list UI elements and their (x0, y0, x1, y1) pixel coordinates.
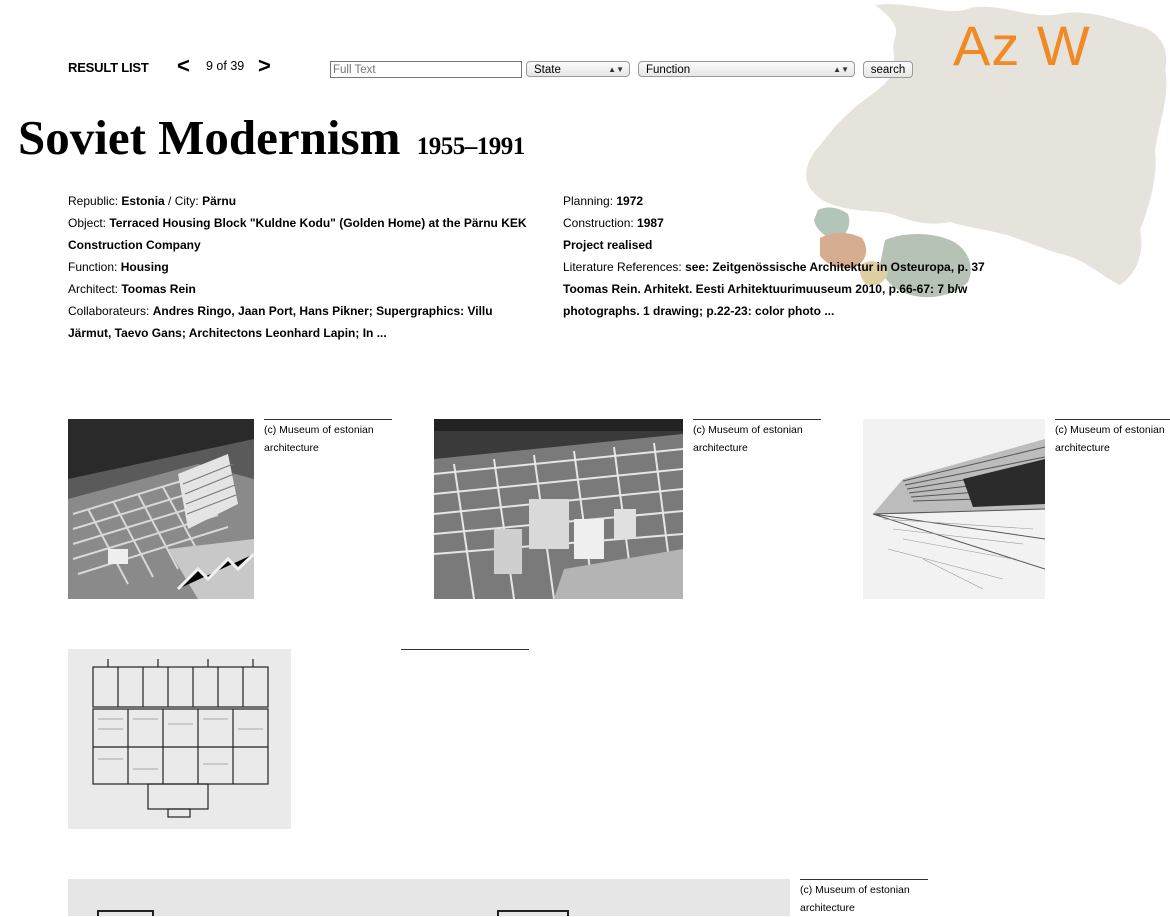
function-select-value: Function (646, 64, 691, 76)
detail-label: Function: (68, 260, 121, 274)
photo-5-caption (800, 879, 928, 917)
previous-result-button[interactable]: < (177, 53, 190, 78)
photo-1-caption (264, 419, 392, 457)
photo-3-graphic (863, 419, 1045, 599)
details-right-column (563, 190, 993, 322)
full-text-search-input[interactable] (330, 61, 522, 78)
detail-value: Project realised (563, 238, 653, 252)
detail-label: Republic: (68, 194, 122, 208)
detail-value: 1972 (616, 194, 644, 208)
detail-label: Literature References: (563, 260, 686, 274)
detail-value: Toomas Rein. Arhitekt. Eesti Arhitektuurimuuseum 2010, p.66-67: 7 b/w (563, 282, 968, 296)
caption-text: architecture (1055, 442, 1110, 454)
detail-value: Andres Ringo, Jaan Port, Hans Pikner; Supergraphics: Villu (152, 304, 493, 318)
result-list-link[interactable]: RESULT LIST (68, 60, 149, 75)
detail-row-status (563, 234, 993, 256)
detail-value: Estonia (121, 194, 165, 208)
caption-text: (c) Museum of estonian (264, 424, 374, 436)
detail-value: 1987 (637, 216, 664, 230)
detail-row-literature-cont2 (563, 300, 993, 322)
detail-value: photographs. 1 drawing; p.22-23: color photo ... (563, 304, 835, 318)
detail-row-architect (68, 278, 538, 300)
project-photo-1[interactable] (68, 419, 254, 599)
detail-label: Collaborateurs: (68, 304, 153, 318)
detail-value: Construction Company (68, 238, 201, 252)
state-select[interactable] (526, 61, 630, 77)
photo-2-caption (693, 419, 821, 457)
detail-label: / City: (164, 194, 203, 208)
select-arrows-icon: ▲▼ (833, 65, 849, 74)
detail-row-collaborateurs-cont (68, 322, 538, 344)
detail-row-collaborateurs (68, 300, 538, 322)
caption-text: architecture (800, 902, 855, 914)
page-title-years: 1955–1991 (416, 133, 525, 160)
page-title-main: Soviet Modernism (18, 110, 401, 165)
detail-row-planning (563, 190, 993, 212)
photo-5-graphic (68, 879, 790, 916)
function-select[interactable] (638, 61, 855, 77)
detail-value: see: Zeitgenössische Architektur in Osteuropa, p. 37 (685, 260, 985, 274)
state-select-value: State (534, 64, 561, 76)
detail-label: Architect: (68, 282, 122, 296)
detail-value: Housing (120, 260, 169, 274)
azw-logo[interactable]: Az W (953, 14, 1091, 77)
result-counter: 9 of 39 (206, 59, 245, 73)
project-photo-2[interactable] (434, 419, 683, 599)
page-title (18, 108, 525, 177)
caption-text: architecture (264, 442, 319, 454)
detail-row-republic (68, 190, 538, 212)
detail-value: Terraced Housing Block "Kuldne Kodu" (Golden Home) at the Pärnu KEK (109, 216, 527, 230)
detail-label: Planning: (563, 194, 617, 208)
detail-row-construction (563, 212, 993, 234)
detail-value: Toomas Rein (121, 282, 196, 296)
search-button[interactable]: search (863, 61, 913, 78)
caption-text: (c) Museum of estonian (1055, 424, 1165, 436)
caption-text: architecture (693, 442, 748, 454)
next-result-button[interactable]: > (258, 53, 271, 78)
detail-row-literature-cont (563, 278, 993, 300)
photo-2-graphic (434, 419, 683, 599)
photo-4-caption-rule (401, 649, 529, 650)
project-photo-4-floor-plan[interactable] (68, 649, 291, 829)
project-photo-5[interactable] (68, 879, 790, 916)
project-photo-3[interactable] (863, 419, 1045, 599)
detail-row-object-cont (68, 234, 538, 256)
caption-text: (c) Museum of estonian (800, 884, 910, 896)
detail-row-object (68, 212, 538, 234)
photo-4-graphic (68, 649, 291, 829)
details-left-column (68, 190, 538, 344)
detail-label: Object: (68, 216, 110, 230)
detail-value: Järmut, Taevo Gans; Architectons Leonhard Lapin; In ... (68, 326, 387, 340)
photo-3-caption (1055, 419, 1170, 457)
caption-text: (c) Museum of estonian (693, 424, 803, 436)
detail-label: Construction: (563, 216, 638, 230)
detail-row-function (68, 256, 538, 278)
select-arrows-icon: ▲▼ (608, 65, 624, 74)
detail-value: Pärnu (202, 194, 237, 208)
photo-1-graphic (68, 419, 254, 599)
detail-row-literature (563, 256, 993, 278)
